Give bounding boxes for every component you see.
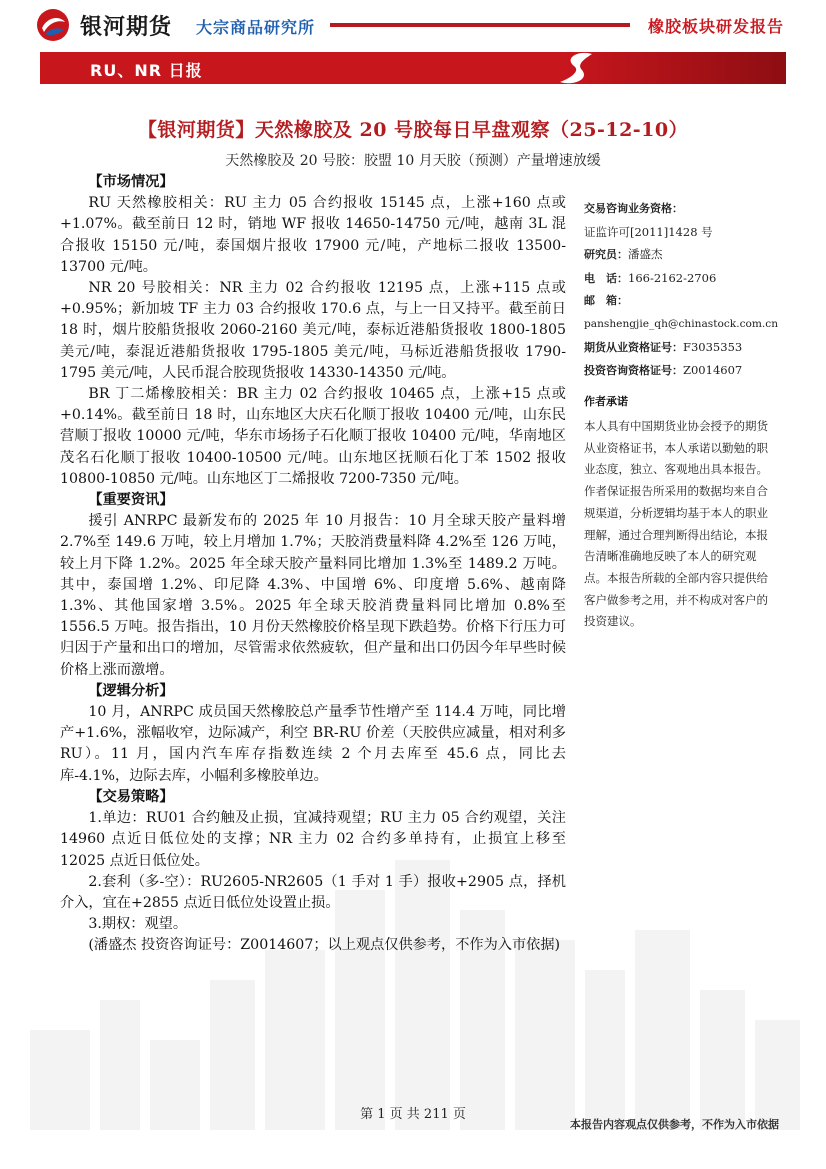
futures-cert-number: F3035353 [683, 339, 743, 354]
paragraph-strategy-single: 1.单边：RU01 合约触及止损，宜减持观望；RU 主力 05 合约观望，关注 14960 点近日低位处的支撑；NR 主力 02 合约多单持有，止损宜上移至 12025 点近日低位处。 [60, 810, 566, 869]
invest-cert-label: 投资咨询资格证号： [584, 364, 683, 378]
swirl-emblem-icon [556, 48, 600, 88]
section-heading-strategy: 【交易策略】 [88, 788, 174, 805]
institute-name: 大宗商品研究所 [196, 18, 316, 37]
phone-label: 电 话： [584, 271, 628, 285]
paragraph-br: BR 丁二烯橡胶相关：BR 主力 02 合约报收 10465 点，上涨+15 点或+0.14%。截至前日 18 时，山东地区大庆石化顺丁报收 10400 元/吨，山东民营顺丁报收 10000 元/吨，华东市场扬子石化顺丁报收 10400 元/吨，华南地区茂名石化顺丁报收 10400-10500 元/吨。山东地区抚顺石化丁苯 1502 报收 10800-10850 元/吨。山东地区丁二烯报收 7200-7350 元/吨。 [60, 386, 566, 487]
researcher-name: 潘盛杰 [628, 247, 663, 262]
section-heading-market: 【市场情况】 [88, 174, 174, 190]
paragraph-strategy-options: 3.期权：观望。 [88, 916, 188, 933]
commitment-text: 本人具有中国期货业协会授予的期货从业资格证书，本人承诺以勤勉的职业态度，独立、客观地出具本报告。作者保证报告所采用的数据均来自合规渠道，分析逻辑均基于本人的职业理解，通过合理判断得出结论，本报告清晰准确地反映了本人的研究观点。本报告所载的全部内容只提供给客户做参考之用，并不构成对客户的投资建议。 [584, 419, 768, 629]
header-rule [330, 23, 630, 27]
logo-text: 银河期货 [80, 15, 173, 40]
page-title: 【银河期货】天然橡胶及 20 号胶每日早盘观察（25-12-10） [137, 119, 689, 141]
email-address[interactable]: panshengjie_qh@chinastock.com.cn [584, 317, 779, 330]
main-content [60, 172, 566, 957]
paragraph-news: 援引 ANRPC 最新发布的 2025 年 10 月报告：10 月全球天胶产量料增 2.7%至 149.6 万吨，较上月增加 1.7%；天胶消费量料降 4.2%至 126 万吨，较上月下降 1.2%。2025 年全球天胶产量料同比增加 1.3%至 1489.2 万吨。其中，泰国增 1.2%、印尼降 4.3%、中国增 6%、印度增 5.6%、越南降 1.3%、其他国家增 3.5%。2025 年全球天胶消费量料同比增加 0.8%至 1556.5 万吨。报告指出，10 月份天然橡胶价格呈现下跌趋势。价格下行压力可归因于产量和出口的增加，尽管需求依然疲软，但产量和出口仍因今年早些时候价格上涨而激增。 [60, 513, 566, 678]
report-type: 橡胶板块研发报告 [648, 17, 785, 36]
commitment-heading: 作者承诺 [584, 395, 628, 408]
page-subtitle: 天然橡胶及 20 号胶：胶盟 10 月天胶（预测）产量增速放缓 [225, 153, 601, 169]
qualification-label: 交易咨询业务资格： [584, 202, 683, 215]
paragraph-nr: NR 20 号胶相关：NR 主力 02 合约报收 12195 点，上涨+115 点或+0.95%；新加坡 TF 主力 03 合约报收 170.6 点，与上一日又持平。截至前日 18 时，烟片胶船货报收 2060-2160 美元/吨，泰标近港船货报收 1800-1805 美元/吨，泰混近港船货报收 1795-1805 美元/吨，马标近港船货报收 1790-1795 美元/吨，人民币混合胶现货报收 14330-14350 元/吨。 [60, 280, 566, 381]
banner-label: RU、NR 日报 [90, 61, 203, 80]
paragraph-ru: RU 天然橡胶相关：RU 主力 05 合约报收 15145 点，上涨+160 点或+1.07%。截至前日 12 时，销地 WF 报收 14650-14750 元/吨，越南 3L 混合报收 15150 元/吨，泰国烟片报收 17900 元/吨，产地标二报收 13500-13700 元/吨。 [60, 195, 566, 275]
phone-number: 166-2162-2706 [628, 270, 717, 285]
paragraph-logic: 10 月，ANRPC 成员国天然橡胶总产量季节性增产至 114.4 万吨，同比增产+1.6%，涨幅收窄，边际减产，利空 BR-RU 价差（天胶供应减量，相对利多 RU）。11 月，国内汽车库存指数连续 2 个月去库至 45.6 点，同比去库-4.1%，边际去库，小幅利多橡胶单边。 [60, 704, 566, 784]
section-heading-logic: 【逻辑分析】 [88, 682, 174, 699]
researcher-label: 研究员： [584, 248, 628, 262]
futures-cert-label: 期货从业资格证号： [584, 340, 683, 354]
paragraph-author-note: (潘盛杰 投资咨询证号：Z0014607；以上观点仅供参考，不作为入市依据) [88, 937, 561, 954]
section-heading-news: 【重要资讯】 [88, 492, 174, 509]
paragraph-strategy-arbitrage: 2.套利（多-空）：RU2605-NR2605（1 手对 1 手）报收+2905 点，择机介入，宜在+2855 点近日低位处设置止损。 [60, 873, 566, 911]
license-number: 证监许可[2011]1428 号 [584, 224, 713, 239]
analyst-sidebar [584, 198, 779, 383]
galaxy-logo-icon [36, 8, 70, 42]
page-number: 第 1 页 共 211 页 [360, 1107, 466, 1122]
invest-cert-number: Z0014607 [683, 363, 743, 378]
email-label: 邮 箱： [584, 294, 628, 308]
footer-disclaimer: 本报告内容观点仅供参考，不作为入市依据 [570, 1118, 779, 1131]
